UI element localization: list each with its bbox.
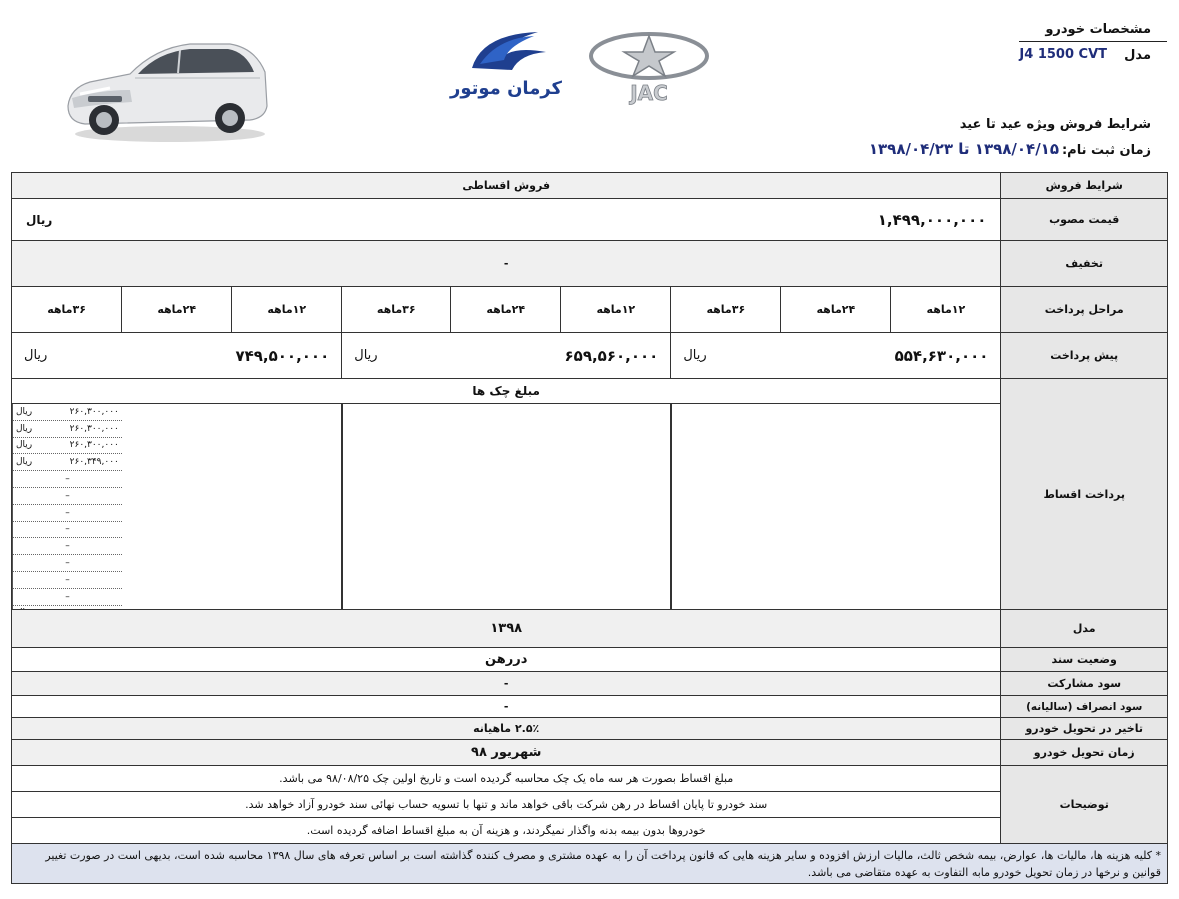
installment-cell: [13, 438, 122, 455]
installment-grid: [12, 404, 1000, 609]
installment-area: [12, 379, 1001, 610]
installment-cell: [13, 471, 122, 488]
cancel-label: سود انصراف (سالیانه): [1001, 696, 1168, 718]
installment-currency: ریال: [16, 423, 33, 434]
installment-currency: ریال: [16, 440, 33, 451]
installment-amount: ۲۶۰,۳۰۰,۰۰۰: [69, 423, 119, 434]
stage-cell: ۳۶ماهه: [342, 287, 451, 333]
installment-amount: –: [65, 524, 70, 535]
down-payment-currency: ریال: [683, 348, 707, 363]
profit-label: سود مشارکت: [1001, 672, 1168, 696]
sale-title: شرایط فروش ویژه عید تا عید: [959, 117, 1151, 132]
sale-terms-table: [11, 172, 1168, 884]
installment-cell: [13, 522, 122, 539]
footnote: * کلیه هزینه ها، مالیات ها، عوارض، بیمه شخص ثالث، مالیات ارزش افزوده و سایر هزینه هایی که قانون پرداخت آن را به عهده مشتری و مصرف کننده گذاشته است بر اساس تعرفه های سال ۱۳۹۸ محاسبه شده است، بدیهی است در صورت تغییر قوانین و نرخها در زمان تحویل خودرو مابه التفاوت به عهده متقاضی می باشد.: [12, 844, 1168, 884]
note-line: سند خودرو تا پایان اقساط در رهن شرکت باقی خواهد ماند و تنها با تسویه حساب نهائی سند خودرو آزاد خواهد شد.: [12, 792, 1001, 818]
installment-cell: [13, 454, 122, 471]
installment-amount: –: [65, 507, 70, 518]
kerman-motor-logo: [442, 28, 570, 104]
registration-date: ۱۳۹۸/۰۴/۱۵ تا ۱۳۹۸/۰۴/۲۳: [868, 140, 1059, 158]
installment-amount: –: [65, 474, 70, 485]
installment-amount: ۲۶۰,۳۴۹,۰۰۰: [69, 457, 119, 468]
installment-column: [12, 404, 122, 606]
model-value: J4 1500 CVT: [1019, 47, 1107, 62]
installment-amount: –: [65, 574, 70, 585]
group-divider: [341, 404, 343, 609]
down-payment-cell: [671, 333, 1001, 379]
installment-amount: –: [65, 591, 70, 602]
stage-cell: ۳۶ماهه: [671, 287, 781, 333]
down-payment-cell: [342, 333, 671, 379]
car-image: [60, 28, 270, 146]
stages-label: مراحل پرداخت: [1001, 287, 1168, 333]
installment-label: پرداخت اقساط: [1001, 379, 1168, 610]
doc-status-label: وضعیت سند: [1001, 648, 1168, 672]
stage-cell: ۱۲ماهه: [561, 287, 671, 333]
profit-value: -: [12, 672, 1001, 696]
installment-amount: ۲۶۰,۳۰۰,۰۰۰: [69, 406, 119, 417]
checks-title: مبلغ چک ها: [12, 379, 1000, 404]
cancel-value: -: [12, 696, 1001, 718]
discount-label: تخفیف: [1001, 241, 1168, 287]
installment-cell: [13, 421, 122, 438]
installment-amount: –: [65, 541, 70, 552]
sale-terms-label: شرایط فروش: [1001, 173, 1168, 199]
delay-value: ۲.۵٪ ماهیانه: [12, 718, 1001, 740]
installment-amount: –: [65, 558, 70, 569]
model-label: مدل: [1124, 48, 1151, 63]
installment-cell: [13, 589, 122, 606]
stage-cell: ۱۲ماهه: [891, 287, 1001, 333]
notes-label: توضیحات: [1001, 766, 1168, 844]
kerman-logo-text: کرمان موتور: [449, 78, 563, 99]
stage-cell: ۲۴ماهه: [451, 287, 561, 333]
down-payment-value: ۶۵۹,۵۶۰,۰۰۰: [564, 346, 659, 365]
delivery-value: شهریور ۹۸: [12, 740, 1001, 766]
year-label: مدل: [1001, 610, 1168, 648]
installment-column: [12, 606, 122, 610]
price-cell: [12, 199, 1001, 241]
installment-amount: [70, 608, 119, 609]
delay-label: تاخیر در تحویل خودرو: [1001, 718, 1168, 740]
down-payment-value: ۵۵۴,۶۳۰,۰۰۰: [894, 346, 989, 365]
installment-currency: ریال: [16, 406, 33, 417]
price-label: قیمت مصوب: [1001, 199, 1168, 241]
doc-status-value: دررهن: [12, 648, 1001, 672]
header-divider: [1019, 41, 1167, 42]
down-payment-label: پیش پرداخت: [1001, 333, 1168, 379]
down-payment-currency: ریال: [354, 348, 378, 363]
stage-cell: ۳۶ماهه: [12, 287, 122, 333]
installment-cell: [13, 572, 122, 589]
group-divider: [670, 404, 672, 609]
note-line: مبلغ اقساط بصورت هر سه ماه یک چک محاسبه گردیده است و تاریخ اولین چک ۹۸/۰۸/۲۵ می باشد.: [12, 766, 1001, 792]
installment-cell: [13, 404, 122, 421]
stage-cell: ۲۴ماهه: [122, 287, 232, 333]
delivery-label: زمان تحویل خودرو: [1001, 740, 1168, 766]
jac-logo: [584, 30, 714, 106]
price-currency: ریال: [26, 212, 53, 227]
stage-cell: ۱۲ماهه: [232, 287, 342, 333]
down-payment-cell: [12, 333, 342, 379]
jac-logo-text: JAC: [630, 81, 668, 105]
installment-cell: [13, 538, 122, 555]
installment-amount: ۲۶۰,۳۰۰,۰۰۰: [69, 440, 119, 451]
discount-value: -: [12, 241, 1001, 287]
note-line: خودروها بدون بیمه بدنه واگذار نمیگردند، و هزینه آن به مبلغ اقساط اضافه گردیده است.: [12, 818, 1001, 844]
year-value: ۱۳۹۸: [12, 610, 1001, 648]
down-payment-currency: ریال: [24, 348, 48, 363]
header-title: مشخصات خودرو: [1045, 22, 1151, 37]
price-value: ۱,۴۹۹,۰۰۰,۰۰۰: [877, 210, 987, 229]
installment-cell: [13, 555, 122, 572]
installment-currency: [16, 608, 32, 609]
installment-currency: ریال: [16, 457, 33, 468]
sale-terms-value: فروش اقساطی: [12, 173, 1001, 199]
stage-cell: ۲۴ماهه: [781, 287, 891, 333]
installment-amount: –: [65, 490, 70, 501]
registration-label: زمان ثبت نام:: [1061, 143, 1151, 158]
installment-cell: [13, 488, 122, 505]
down-payment-value: ۷۴۹,۵۰۰,۰۰۰: [235, 346, 330, 365]
installment-cell: [13, 606, 122, 610]
installment-cell: [13, 505, 122, 522]
